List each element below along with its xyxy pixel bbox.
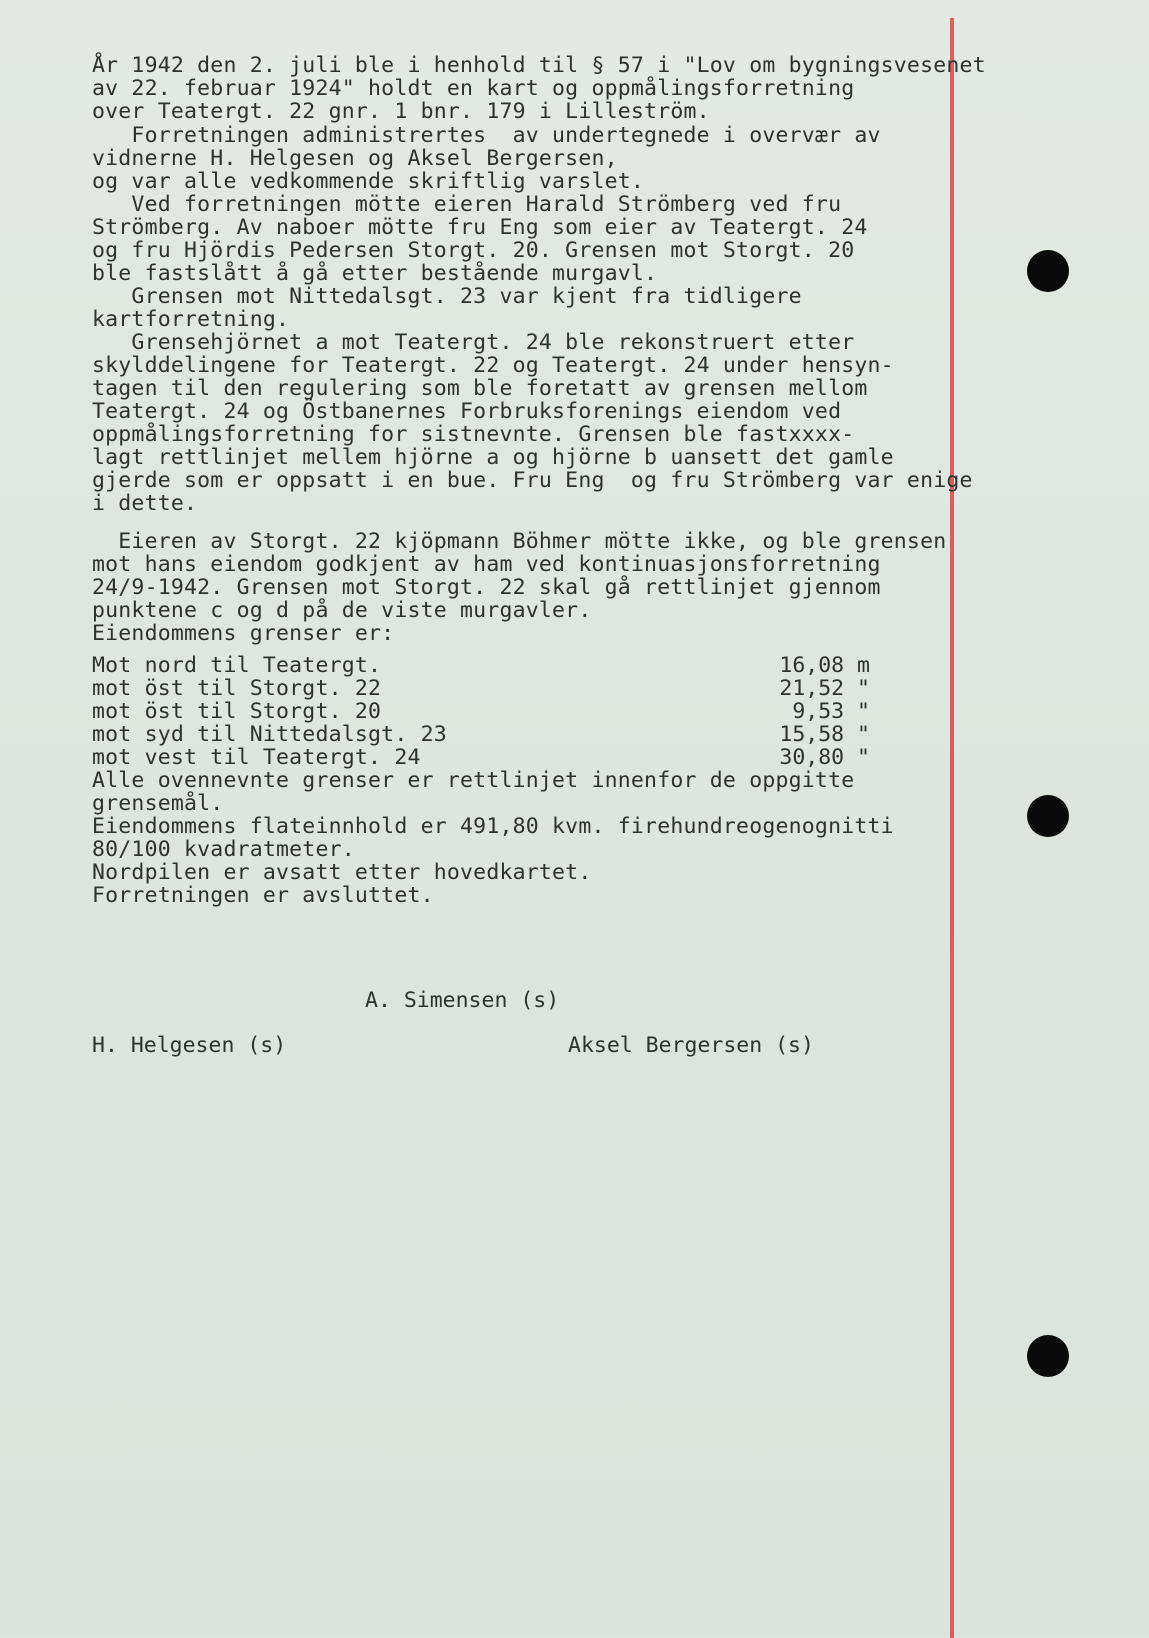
- boundary-label: Mot nord til Teatergt.: [92, 653, 382, 678]
- closing-line: 80/100 kvadratmeter.: [92, 837, 355, 862]
- boundary-value: 9,53 ": [792, 699, 870, 724]
- closing-line: Alle ovennevnte grenser er rettlinjet innenfor de oppgitte: [92, 768, 855, 793]
- text-line: i dette.: [92, 491, 198, 516]
- text-line: gjerde som er oppsatt i en bue. Fru Eng og fru Strömberg var enige: [92, 468, 973, 493]
- text-line: 24/9-1942. Grensen mot Storgt. 22 skal gå rettlinjet gjennom: [92, 575, 881, 600]
- boundary-value: 16,08 m: [779, 653, 870, 678]
- text-line: vidnerne H. Helgesen og Aksel Bergersen,: [92, 146, 618, 171]
- closing-line: Eiendommens flateinnhold er 491,80 kvm. firehundreogenognitti: [92, 814, 894, 839]
- text-line: ble fastslått å gå etter bestående murgavl.: [92, 261, 658, 286]
- signature-simensen: A. Simensen (s): [365, 988, 560, 1013]
- text-line: Ved forretningen mötte eieren Harald Strömberg ved fru: [92, 192, 842, 217]
- boundary-value: 15,58 ": [779, 722, 870, 747]
- text-line: År 1942 den 2. juli ble i henhold til § 57 i "Lov om bygningsvesenet: [92, 53, 986, 78]
- boundary-value: 21,52 ": [779, 676, 870, 701]
- boundary-label: mot vest til Teatergt. 24: [92, 745, 421, 770]
- boundary-label: mot öst til Storgt. 20: [92, 699, 382, 724]
- text-line: over Teatergt. 22 gnr. 1 bnr. 179 i Lilleström.: [92, 99, 710, 124]
- red-margin-line: [950, 18, 954, 1638]
- text-line: lagt rettlinjet mellem hjörne a og hjörne b uansett det gamle: [92, 445, 894, 470]
- punch-hole-bottom: [1027, 1335, 1069, 1377]
- signature-bergersen: Aksel Bergersen (s): [568, 1033, 814, 1058]
- text-line: oppmålingsforretning for sistnevnte. Grensen ble fastxxxx-: [92, 422, 855, 447]
- text-line: Strömberg. Av naboer mötte fru Eng som eier av Teatergt. 24: [92, 215, 868, 240]
- punch-hole-middle: [1027, 795, 1069, 837]
- text-line: punktene c og d på de viste murgavler.: [92, 598, 592, 623]
- closing-line: grensemål.: [92, 791, 224, 816]
- text-line: skylddelingene for Teatergt. 22 og Teatergt. 24 under hensyn-: [92, 353, 894, 378]
- punch-hole-top: [1027, 250, 1069, 292]
- boundary-label: mot öst til Storgt. 22: [92, 676, 382, 701]
- text-line: Eieren av Storgt. 22 kjöpmann Böhmer mötte ikke, og ble grensen: [92, 529, 947, 554]
- boundary-label: mot syd til Nittedalsgt. 23: [92, 722, 447, 747]
- text-line: og fru Hjördis Pedersen Storgt. 20. Grensen mot Storgt. 20: [92, 238, 855, 263]
- text-line: Grensehjörnet a mot Teatergt. 24 ble rekonstruert etter: [92, 330, 855, 355]
- text-line: av 22. februar 1924" holdt en kart og oppmålingsforretning: [92, 76, 855, 101]
- boundary-value: 30,80 ": [779, 745, 870, 770]
- text-line: og var alle vedkommende skriftlig varslet.: [92, 169, 645, 194]
- text-line: Forretningen administrertes av undertegnede i overvær av: [92, 123, 881, 148]
- closing-line: Forretningen er avsluttet.: [92, 883, 434, 908]
- closing-line: Nordpilen er avsatt etter hovedkartet.: [92, 860, 592, 885]
- text-line: mot hans eiendom godkjent av ham ved kontinuasjonsforretning: [92, 552, 881, 577]
- text-line: Eiendommens grenser er:: [92, 621, 395, 646]
- text-line: kartforretning.: [92, 307, 290, 332]
- text-line: Grensen mot Nittedalsgt. 23 var kjent fra tidligere: [92, 284, 802, 309]
- text-line: Teatergt. 24 og Östbanernes Forbruksforenings eiendom ved: [92, 399, 842, 424]
- signature-helgesen: H. Helgesen (s): [92, 1033, 287, 1058]
- text-line: tagen til den regulering som ble foretatt av grensen mellom: [92, 376, 868, 401]
